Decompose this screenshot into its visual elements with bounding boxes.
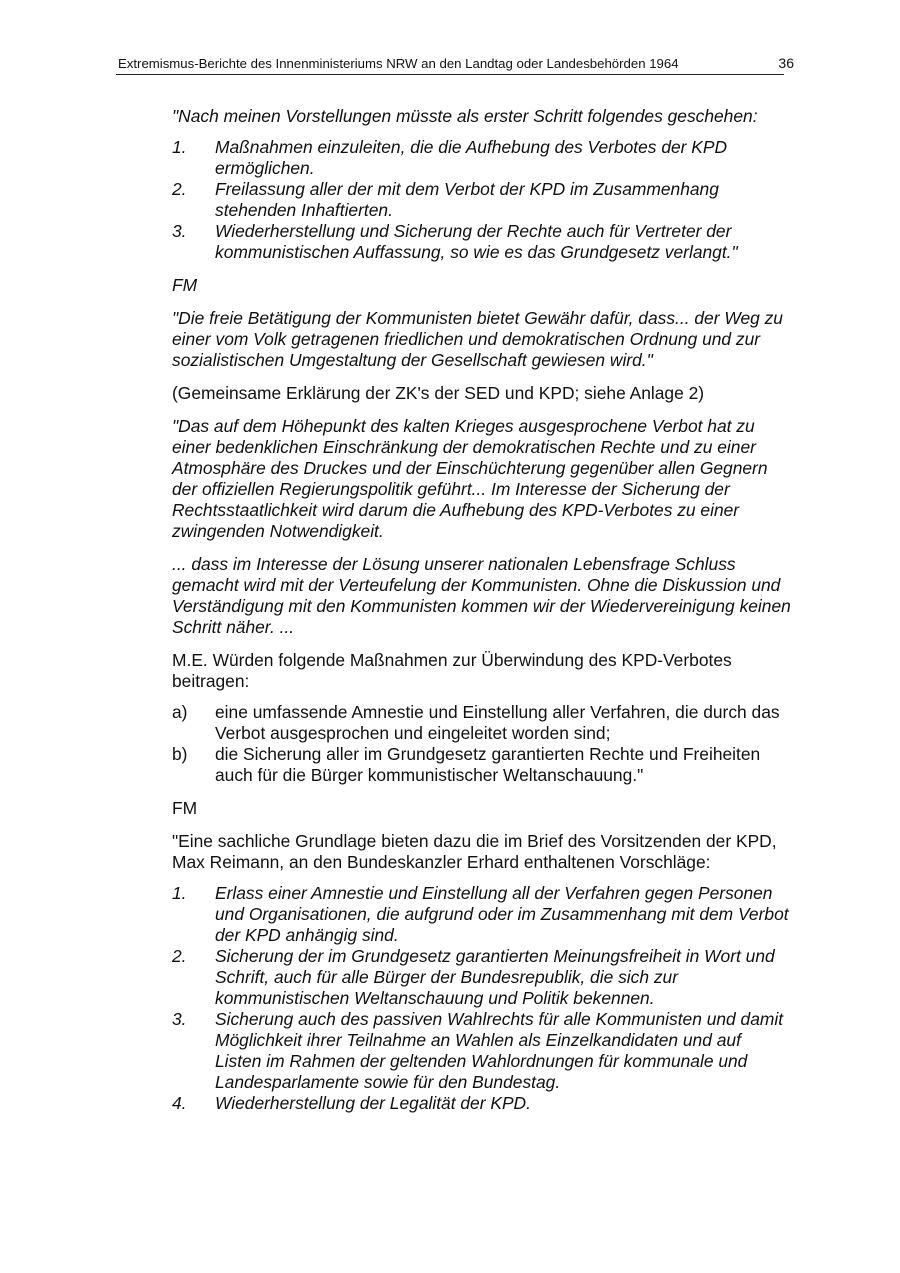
me-list xyxy=(172,702,792,786)
quote1-intro: "Nach meinen Vorstellungen müsste als erster Schritt folgendes geschehen: xyxy=(172,106,758,126)
page-header xyxy=(116,54,794,75)
list-item xyxy=(172,702,792,744)
list-marker: 2. xyxy=(172,946,187,966)
list-item xyxy=(172,1009,792,1093)
list-marker: 4. xyxy=(172,1093,187,1113)
list-item-text: Sicherung auch des passiven Wahlrechts für alle Kommunisten und damit Möglichkeit ihrer Teilnahme an Wahlen als Einzelkandidaten und auf Listen im Rahmen der geltenden Wahlordnungen für kommunale und Landesparlamente sowie für den Bundestag. xyxy=(215,1009,784,1092)
list-marker: b) xyxy=(172,744,188,764)
source-fm-2: FM xyxy=(172,798,198,818)
list-item xyxy=(172,179,792,221)
list-item-text: eine umfassende Amnestie und Einstellung aller Verfahren, die durch das Verbot ausgesprochen und eingeleitet worden sind; xyxy=(215,702,780,743)
page-number: 36 xyxy=(778,55,794,71)
basis-list xyxy=(172,883,792,1114)
list-marker: a) xyxy=(172,702,188,722)
source-fm-1: FM xyxy=(172,275,198,295)
list-item-text: Erlass einer Amnestie und Einstellung all der Verfahren gegen Personen und Organisationen, die aufgrund oder im Zusammenhang mit dem Verbot der KPD anhängig sind. xyxy=(215,883,789,945)
list-item-text: Sicherung der im Grundgesetz garantierten Meinungsfreiheit in Wort und Schrift, auch für alle Bürger der Bundesrepublik, die sich zur kommunistischen Weltanschauung und Politik bekennen. xyxy=(215,946,775,1008)
list-marker: 2. xyxy=(172,179,187,199)
document-body xyxy=(172,106,792,1126)
list-item xyxy=(172,221,792,263)
list-item-text: die Sicherung aller im Grundgesetz garantierten Rechte und Freiheiten auch für die Bürger kommunistischer Weltanschauung." xyxy=(215,744,761,785)
source-joint-declaration: (Gemeinsame Erklärung der ZK's der SED und KPD; siehe Anlage 2) xyxy=(172,383,705,403)
list-item-text: Maßnahmen einzuleiten, die die Aufhebung des Verbotes der KPD ermöglichen. xyxy=(215,137,728,178)
list-marker: 3. xyxy=(172,1009,187,1029)
list-marker: 1. xyxy=(172,137,187,157)
list-item xyxy=(172,137,792,179)
quote1-list xyxy=(172,137,792,263)
quote4: ... dass im Interesse der Lösung unserer nationalen Lebensfrage Schluss gemacht wird mit der Verteufelung der Kommunisten. Ohne die Diskussion und Verständigung mit den Kommunisten kommen wir der Wiedervereinigung keinen Schritt näher. ... xyxy=(172,554,791,637)
list-item xyxy=(172,883,792,946)
list-item-text: Freilassung aller der mit dem Verbot der KPD im Zusammenhang stehenden Inhaftierten. xyxy=(215,179,719,220)
list-item-text: Wiederherstellung und Sicherung der Rechte auch für Vertreter der kommunistischen Auffassung, so wie es das Grundgesetz verlangt." xyxy=(215,221,738,262)
list-marker: 1. xyxy=(172,883,187,903)
list-marker: 3. xyxy=(172,221,187,241)
header-title: Extremismus-Berichte des Innenministeriums NRW an den Landtag oder Landesbehörden 1964 xyxy=(118,56,679,71)
quote2: "Die freie Betätigung der Kommunisten bietet Gewähr dafür, dass... der Weg zu einer vom Volk getragenen friedlichen und demokratischen Ordnung und zur sozialistischen Umgestaltung der Gesellschaft gewiesen wird." xyxy=(172,308,783,370)
list-item xyxy=(172,1093,792,1114)
list-item xyxy=(172,946,792,1009)
me-intro: M.E. Würden folgende Maßnahmen zur Überwindung des KPD-Verbotes beitragen: xyxy=(172,650,732,691)
list-item-text: Wiederherstellung der Legalität der KPD. xyxy=(215,1093,531,1113)
quote3: "Das auf dem Höhepunkt des kalten Krieges ausgesprochene Verbot hat zu einer bedenklichen Einschränkung der demokratischen Rechte und zu einer Atmosphäre des Druckes und der Einschüchterung gegenüber allen Gegnern der offiziellen Regierungspolitik geführt... Im Interesse der Sicherung der Rechtsstaatlichkeit wird darum die Aufhebung des KPD-Verbotes zu einer zwingenden Notwendigkeit. xyxy=(172,416,768,541)
basis-intro: "Eine sachliche Grundlage bieten dazu die im Brief des Vorsitzenden der KPD, Max Reimann, an den Bundeskanzler Erhard enthaltenen Vorschläge: xyxy=(172,831,777,872)
list-item xyxy=(172,744,792,786)
